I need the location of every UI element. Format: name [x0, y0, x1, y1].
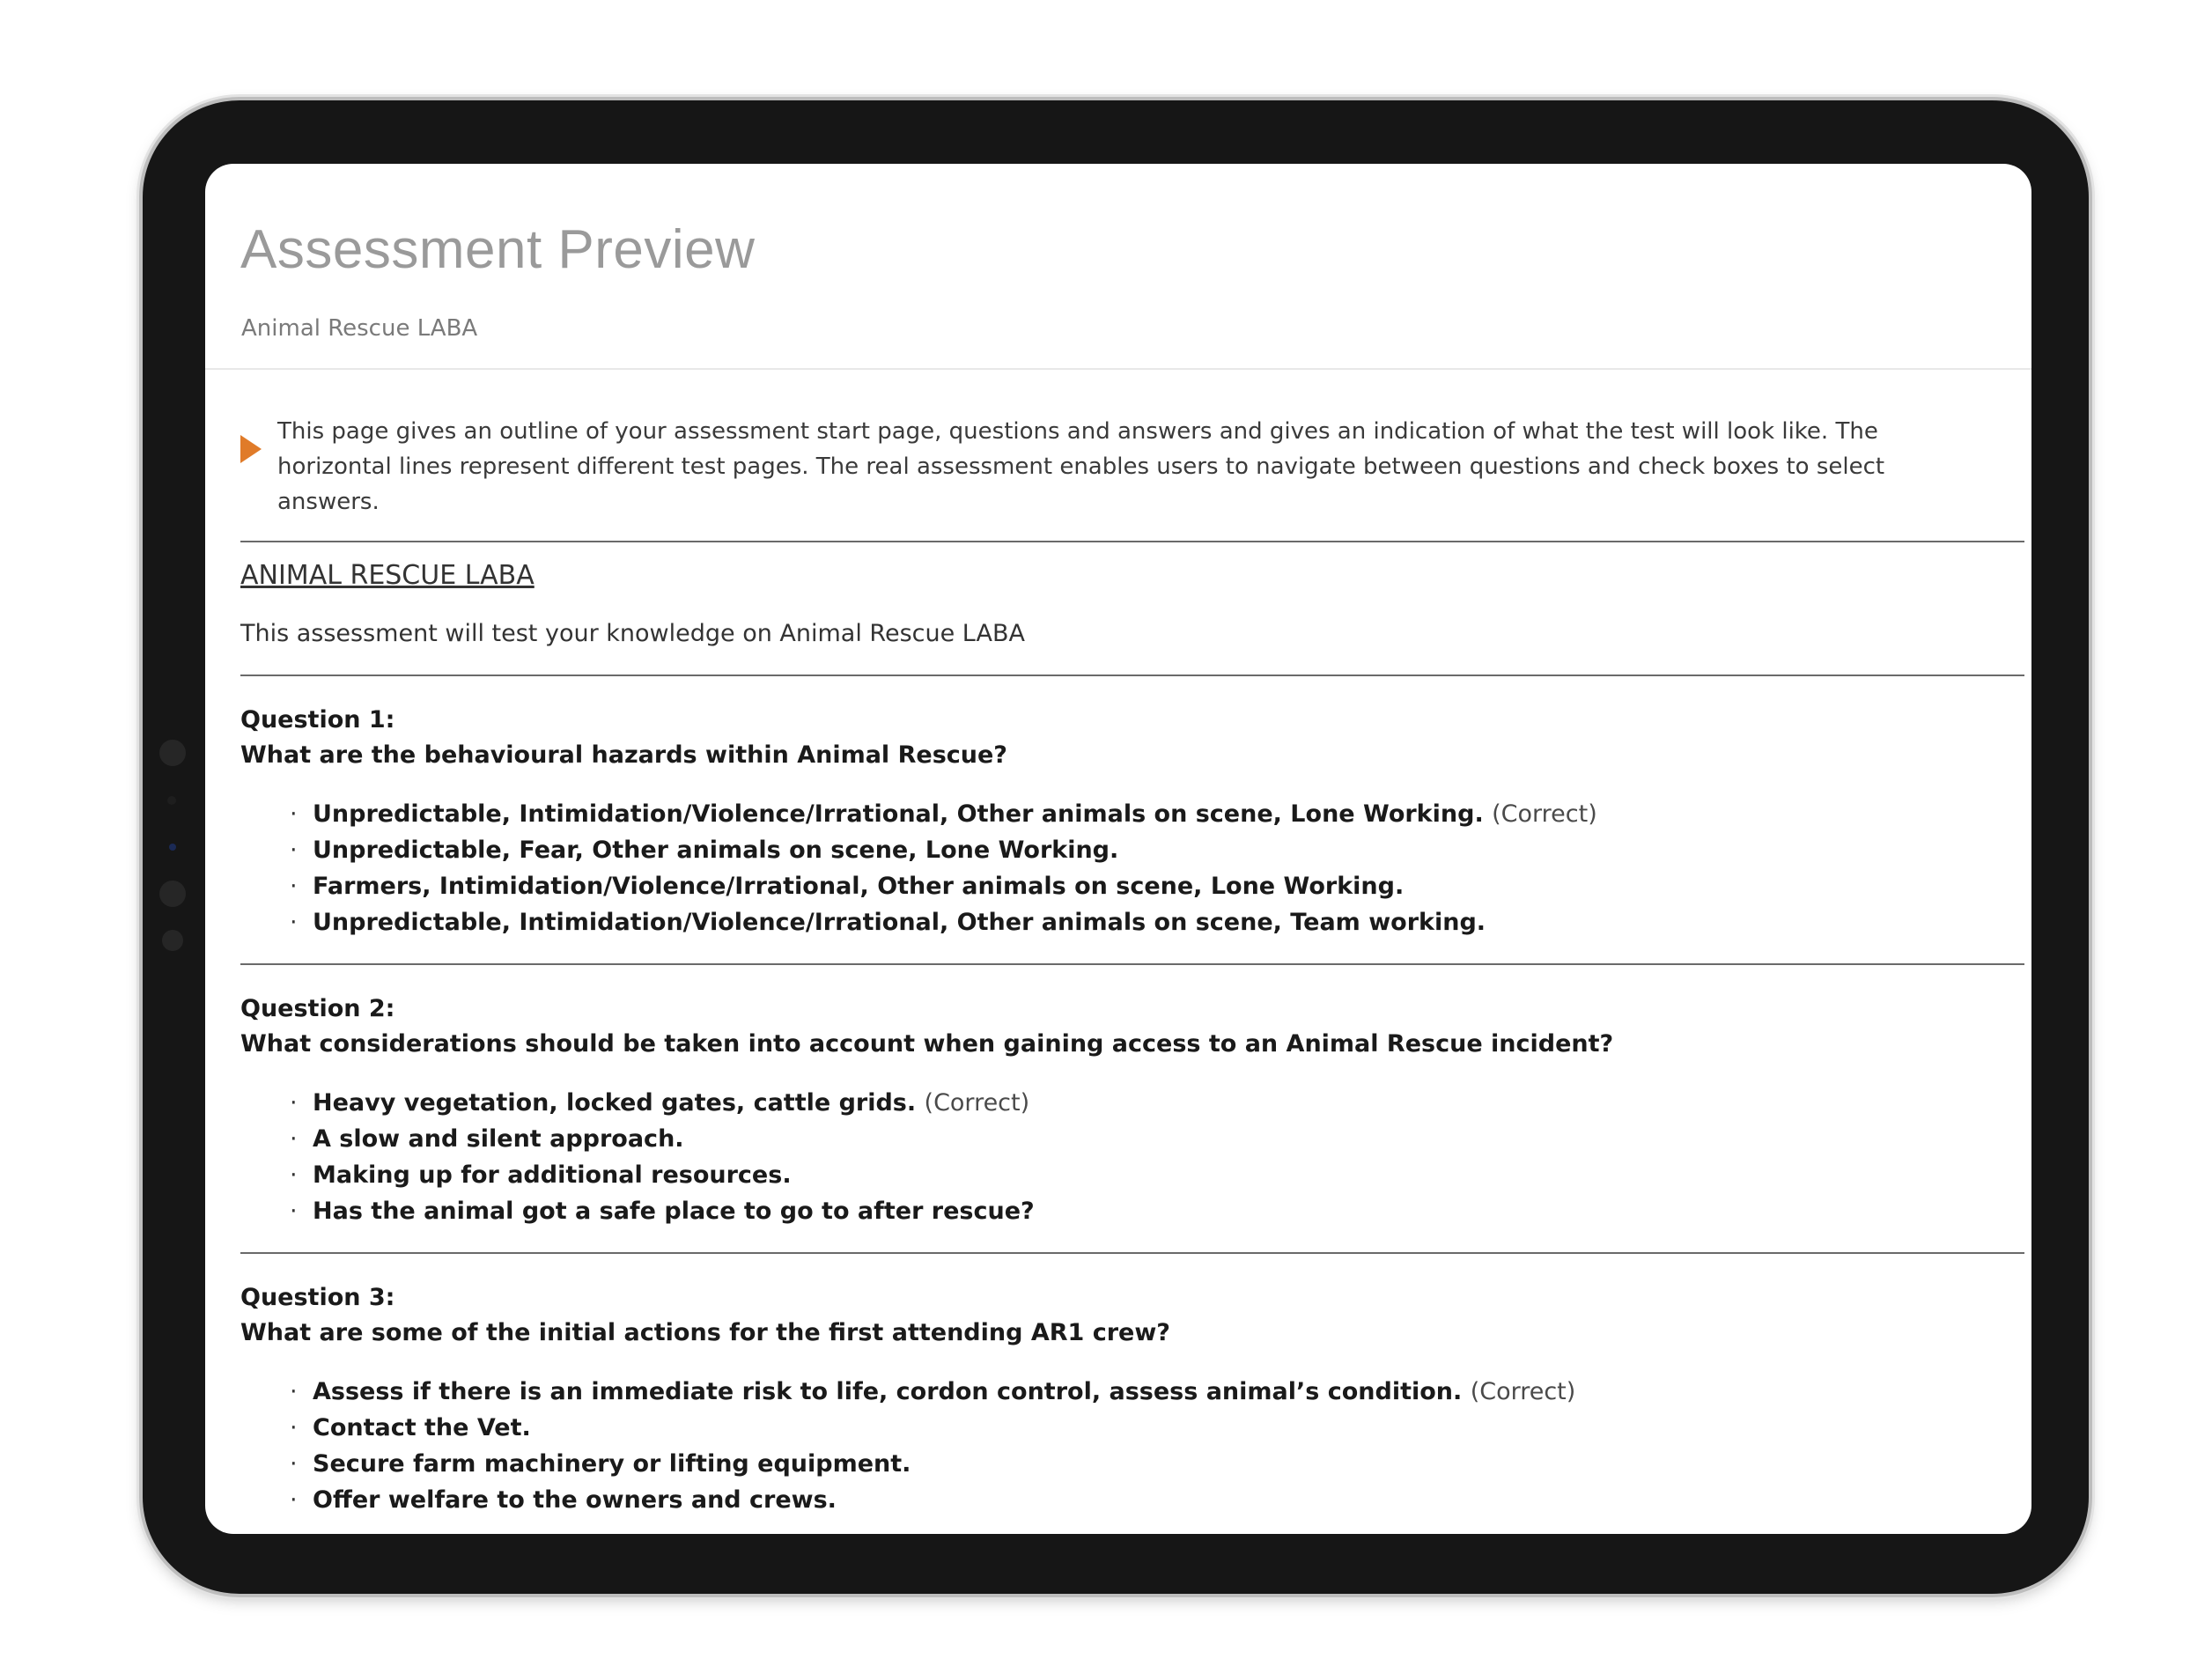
bullet-icon: · — [290, 1125, 298, 1153]
bullet-icon: · — [290, 1486, 298, 1514]
answer-text: Farmers, Intimidation/Violence/Irrational, Other animals on scene, Lone Working. — [313, 873, 1405, 900]
answer-item — [290, 796, 2024, 832]
correct-marker: (Correct) — [1492, 800, 1597, 828]
answer-text: Unpredictable, Intimidation/Violence/Irrational, Other animals on scene, Team working. — [313, 909, 1486, 936]
correct-marker: (Correct) — [1470, 1378, 1576, 1405]
answer-text: Unpredictable, Intimidation/Violence/Irrational, Other animals on scene, Lone Working. — [313, 800, 1484, 828]
bullet-icon: · — [290, 1161, 298, 1189]
bullet-icon: · — [290, 1378, 298, 1405]
answer-text: Has the animal got a safe place to go to after rescue? — [313, 1198, 1035, 1225]
bullet-icon: · — [290, 837, 298, 864]
answer-list — [240, 796, 2024, 940]
question-text: What are the behavioural hazards within Animal Rescue? — [240, 741, 1007, 769]
page-header — [205, 164, 2031, 370]
question-3 — [240, 1254, 2024, 1534]
answer-item — [290, 1157, 2024, 1193]
page-title: Assessment Preview — [240, 219, 756, 280]
answer-text: Contact the Vet. — [313, 1414, 531, 1441]
answer-text: Heavy vegetation, locked gates, cattle grids. — [313, 1089, 917, 1117]
answer-item — [290, 1410, 2024, 1446]
sensor-icon — [167, 796, 176, 805]
answer-text: Assess if there is an immediate risk to life, cordon control, assess animal’s condition. — [313, 1378, 1463, 1405]
answer-item — [290, 1446, 2024, 1482]
question-1 — [240, 676, 2024, 963]
question-label: Question 2: — [240, 995, 395, 1022]
question-label: Question 3: — [240, 1284, 395, 1311]
assessment-name: ANIMAL RESCUE LABA — [240, 560, 535, 591]
answer-text: A slow and silent approach. — [313, 1125, 684, 1153]
answer-list — [240, 1085, 2024, 1229]
page-divider — [240, 541, 2024, 542]
bullet-icon: · — [290, 800, 298, 828]
intro-text: This page gives an outline of your assessment start page, questions and answers and gives an indication of what the test will look like. The horizontal lines represent different test pages. The real assessment enables users to navigate between questions and check boxes to select answers. — [277, 418, 1885, 515]
assessment-description: This assessment will test your knowledge on Animal Rescue LABA — [240, 620, 1025, 647]
sensor-icon — [162, 930, 183, 951]
camera-lens-icon — [169, 844, 176, 851]
bullet-icon: · — [290, 873, 298, 900]
answer-item — [290, 1374, 2024, 1410]
question-label: Question 1: — [240, 706, 395, 733]
answer-item — [290, 1193, 2024, 1229]
answer-item — [290, 904, 2024, 940]
question-text: What considerations should be taken into account when gaining access to an Animal Rescue incident? — [240, 1030, 1614, 1058]
bullet-icon: · — [290, 1089, 298, 1117]
camera-icon — [159, 740, 186, 766]
page-subtitle: Animal Rescue LABA — [241, 315, 478, 342]
answer-item — [290, 1482, 2024, 1518]
answer-text: Offer welfare to the owners and crews. — [313, 1486, 837, 1514]
answer-item — [290, 832, 2024, 868]
play-arrow-icon — [240, 435, 262, 463]
assessment-content — [240, 414, 2024, 1534]
sensor-icon — [159, 881, 186, 907]
question-text: What are some of the initial actions for the first attending AR1 crew? — [240, 1319, 1170, 1346]
intro-note — [240, 414, 1968, 520]
screen — [205, 164, 2031, 1534]
answer-item — [290, 868, 2024, 904]
bullet-icon: · — [290, 1414, 298, 1441]
answer-item — [290, 1085, 2024, 1121]
bullet-icon: · — [290, 1450, 298, 1478]
question-2 — [240, 965, 2024, 1252]
answer-item — [290, 1121, 2024, 1157]
answer-list — [240, 1374, 2024, 1518]
answer-text: Secure farm machinery or lifting equipment. — [313, 1450, 911, 1478]
answer-text: Unpredictable, Fear, Other animals on scene, Lone Working. — [313, 837, 1119, 864]
correct-marker: (Correct) — [924, 1089, 1030, 1117]
answer-text: Making up for additional resources. — [313, 1161, 792, 1189]
bullet-icon: · — [290, 1198, 298, 1225]
bullet-icon: · — [290, 909, 298, 936]
